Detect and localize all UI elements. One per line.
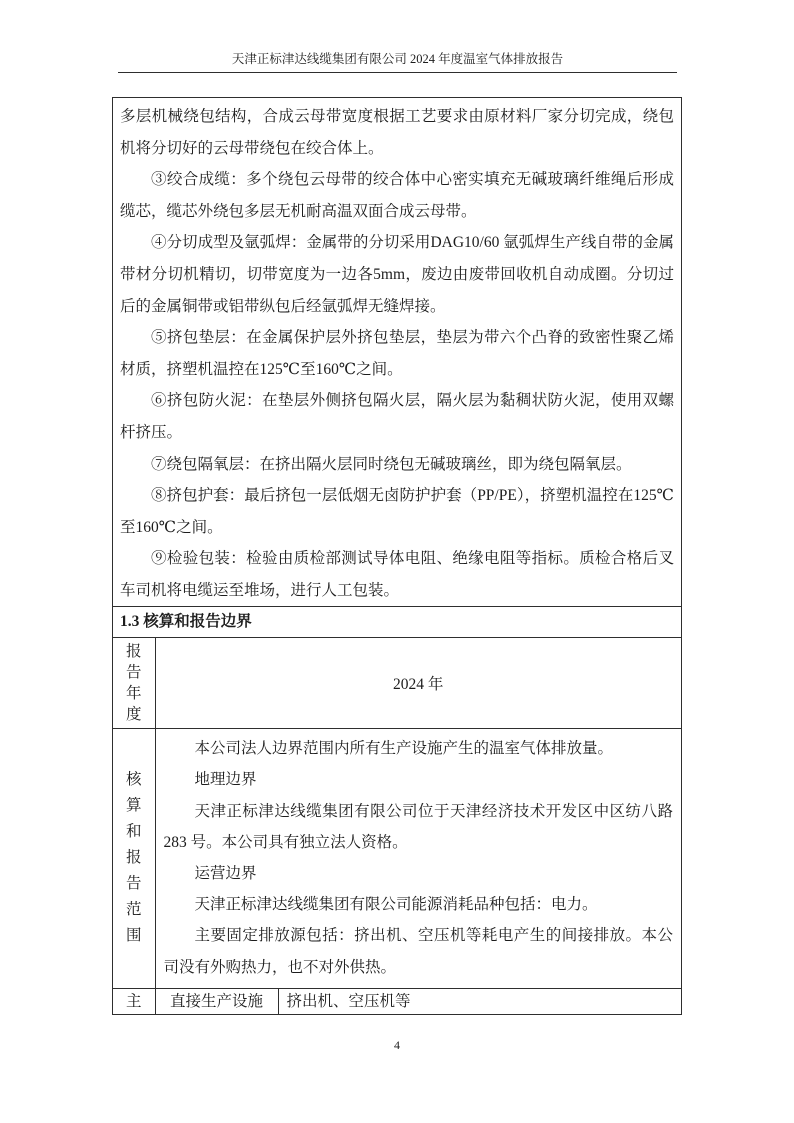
content-table [112,97,682,1015]
scope-paragraph: 天津正标津达线缆集团有限公司位于天津经济技术开发区中区纺八路 283 号。本公司具有独立法人资格。 [163,802,673,851]
page-header-title: 天津正标津达线缆集团有限公司 2024 年度温室气体排放报告 [231,52,564,66]
section-heading-1-3: 1.3 核算和报告边界 [113,606,681,638]
report-year-header-label: 报告年度 [125,642,142,723]
scope-paragraph: 本公司法人边界范围内所有生产设施产生的温室气体排放量。 [194,740,614,758]
process-paragraph: ⑧挤包护套：最后挤包一层低烟无卤防护护套（PP/PE），挤塑机温控在125℃至160℃之间。 [120,487,674,536]
report-year-value-cell: 2024 年 [155,638,681,728]
process-paragraph: ⑦绕包隔氧层：在挤出隔火层同时绕包无碱玻璃丝，即为绕包隔氧层。 [151,455,632,473]
facility-type-cell: 直接生产设施 [155,988,278,1014]
process-paragraph: ④分切成型及氩弧焊：金属带的分切采用DAG10/60 氩弧焊生产线自带的金属带材分切机精切，切带宽度为一边各5mm，废边由废带回收机自动成圈。分切过后的金属铜带或铝带纵包后经氩弧焊无缝焊接。 [120,234,674,315]
scope-paragraph: 地理边界 [194,771,257,789]
report-year-row [113,638,681,728]
process-paragraph: ⑤挤包垫层：在金属保护层外挤包垫层，垫层为带六个凸脊的致密性聚乙烯材质，挤塑机温控在125℃至160℃之间。 [120,329,674,378]
facility-value-cell: 挤出机、空压机等 [278,988,681,1014]
main-emission-row [113,988,681,1014]
report-year-header-cell [113,638,155,728]
scope-paragraph: 主要固定排放源包括：挤出机、空压机等耗电产生的间接排放。本公司没有外购热力，也不对外供热。 [163,927,673,976]
header-divider [118,72,677,73]
scope-paragraph: 天津正标津达线缆集团有限公司能源消耗品种包括：电力。 [194,896,598,914]
main-row-label-cell: 主 [113,988,155,1014]
process-description-cell [113,98,681,606]
scope-header-cell [113,728,155,988]
process-paragraph: ⑥挤包防火泥：在垫层外侧挤包隔火层，隔火层为黏稠状防火泥，使用双螺杆挤压。 [120,392,674,441]
scope-paragraph: 运营边界 [194,865,257,882]
scope-row [113,728,681,988]
boundary-table [113,638,681,1014]
scope-content-cell [155,728,681,988]
scope-header-label: 核算和报告范围 [125,771,142,944]
process-paragraph: ⑨检验包装：检验由质检部测试导体电阻、绝缘电阻等指标。质检合格后叉车司机将电缆运至堆场，进行人工包装。 [120,550,674,599]
process-paragraph: ③绞合成缆：多个绕包云母带的绞合体中心密实填充无碱玻璃纤维绳后形成缆芯，缆芯外绕包多层无机耐高温双面合成云母带。 [120,171,674,220]
process-paragraph: 多层机械绕包结构，合成云母带宽度根据工艺要求由原材料厂家分切完成，绕包机将分切好的云母带绕包在绞合体上。 [120,108,674,157]
page-number: 4 [394,1038,400,1052]
